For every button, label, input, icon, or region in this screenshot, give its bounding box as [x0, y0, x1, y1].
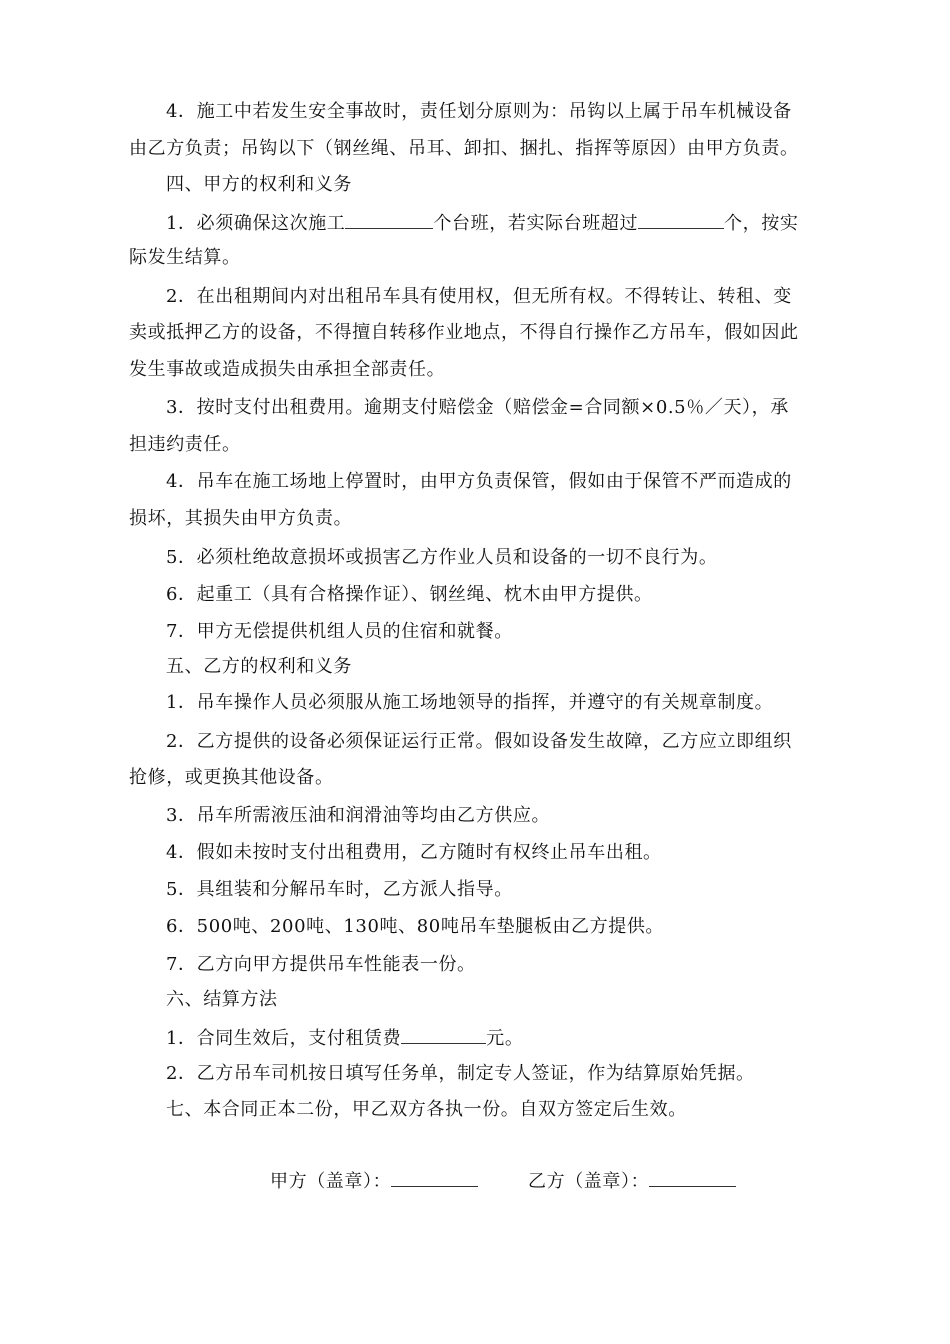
- s3-item4-line2: 由乙方负责；吊钩以下（钢丝绳、吊耳、卸扣、捆扎、指挥等原因）由甲方负责。: [129, 138, 799, 159]
- s5-item6: 6．500吨、200吨、130吨、80吨吊车垫腿板由乙方提供。: [166, 916, 665, 937]
- s6-item1-part2: 元。: [486, 1028, 524, 1049]
- s6-item1-line1: [166, 1025, 523, 1051]
- s4-item2-line3: 发生事故或造成损失由承担全部责任。: [129, 359, 446, 380]
- s4-item2-line1: 2．在出租期间内对出租吊车具有使用权，但无所有权。不得转让、转租、变: [166, 286, 792, 307]
- s4-item6: 6．起重工（具有合格操作证）、钢丝绳、枕木由甲方提供。: [166, 584, 653, 605]
- s4-item2-line2: 卖或抵押乙方的设备，不得擅自转移作业地点，不得自行操作乙方吊车，假如因此: [129, 322, 799, 343]
- s4-item3-line2: 担违约责任。: [129, 434, 241, 455]
- s4-item1-line2: 际发生结算。: [129, 247, 241, 268]
- party-a-signature: [270, 1168, 478, 1194]
- s4-item4-line1: 4．吊车在施工场地上停置时，由甲方负责保管，假如由于保管不严而造成的: [166, 471, 792, 492]
- s4-item1-part2: 个台班，若实际台班超过: [433, 213, 639, 234]
- s4-item5: 5．必须杜绝故意损坏或损害乙方作业人员和设备的一切不良行为。: [166, 547, 718, 568]
- shift-count-blank[interactable]: [345, 210, 433, 229]
- s4-item1-part1: 1．必须确保这次施工: [166, 213, 346, 234]
- section7-text: 七、本合同正本二份，甲乙双方各执一份。自双方签定后生效。: [166, 1099, 687, 1120]
- shift-excess-blank[interactable]: [638, 210, 724, 229]
- s5-item1: 1．吊车操作人员必须服从施工场地领导的指挥，并遵守的有关规章制度。: [166, 692, 774, 713]
- party-b-label: 乙方（盖章）：: [528, 1171, 650, 1192]
- section6-heading: 六、结算方法: [166, 989, 278, 1010]
- s5-item2-line1: 2．乙方提供的设备必须保证运行正常。假如设备发生故障，乙方应立即组织: [166, 731, 792, 752]
- party-a-label: 甲方（盖章）：: [270, 1171, 392, 1192]
- party-b-seal-blank[interactable]: [649, 1168, 736, 1187]
- s5-item7: 7．乙方向甲方提供吊车性能表一份。: [166, 954, 476, 975]
- s5-item2-line2: 抢修，或更换其他设备。: [129, 767, 334, 788]
- party-b-signature: [528, 1168, 736, 1194]
- rental-fee-blank[interactable]: [401, 1025, 486, 1044]
- s6-item2: 2．乙方吊车司机按日填写任务单，制定专人签证，作为结算原始凭据。: [166, 1063, 755, 1084]
- s5-item4: 4．假如未按时支付出租费用，乙方随时有权终止吊车出租。: [166, 842, 662, 863]
- section4-heading: 四、甲方的权利和义务: [166, 174, 352, 195]
- s4-item1-part3: 个，按实: [724, 213, 799, 234]
- s4-item1-line1: [166, 210, 798, 236]
- s6-item1-part1: 1．合同生效后，支付租赁费: [166, 1028, 402, 1049]
- s5-item5: 5．具组装和分解吊车时，乙方派人指导。: [166, 879, 513, 900]
- s5-item3: 3．吊车所需液压油和润滑油等均由乙方供应。: [166, 805, 551, 826]
- s4-item4-line2: 损坏，其损失由甲方负责。: [129, 508, 353, 529]
- s4-item3-line1: 3．按时支付出租费用。逾期支付赔偿金（赔偿金=合同额×0.5％／天），承: [166, 397, 789, 418]
- party-a-seal-blank[interactable]: [391, 1168, 478, 1187]
- s3-item4-line1: 4．施工中若发生安全事故时，责任划分原则为：吊钩以上属于吊车机械设备: [166, 101, 792, 122]
- section5-heading: 五、乙方的权利和义务: [166, 656, 352, 677]
- s4-item7: 7．甲方无偿提供机组人员的住宿和就餐。: [166, 621, 513, 642]
